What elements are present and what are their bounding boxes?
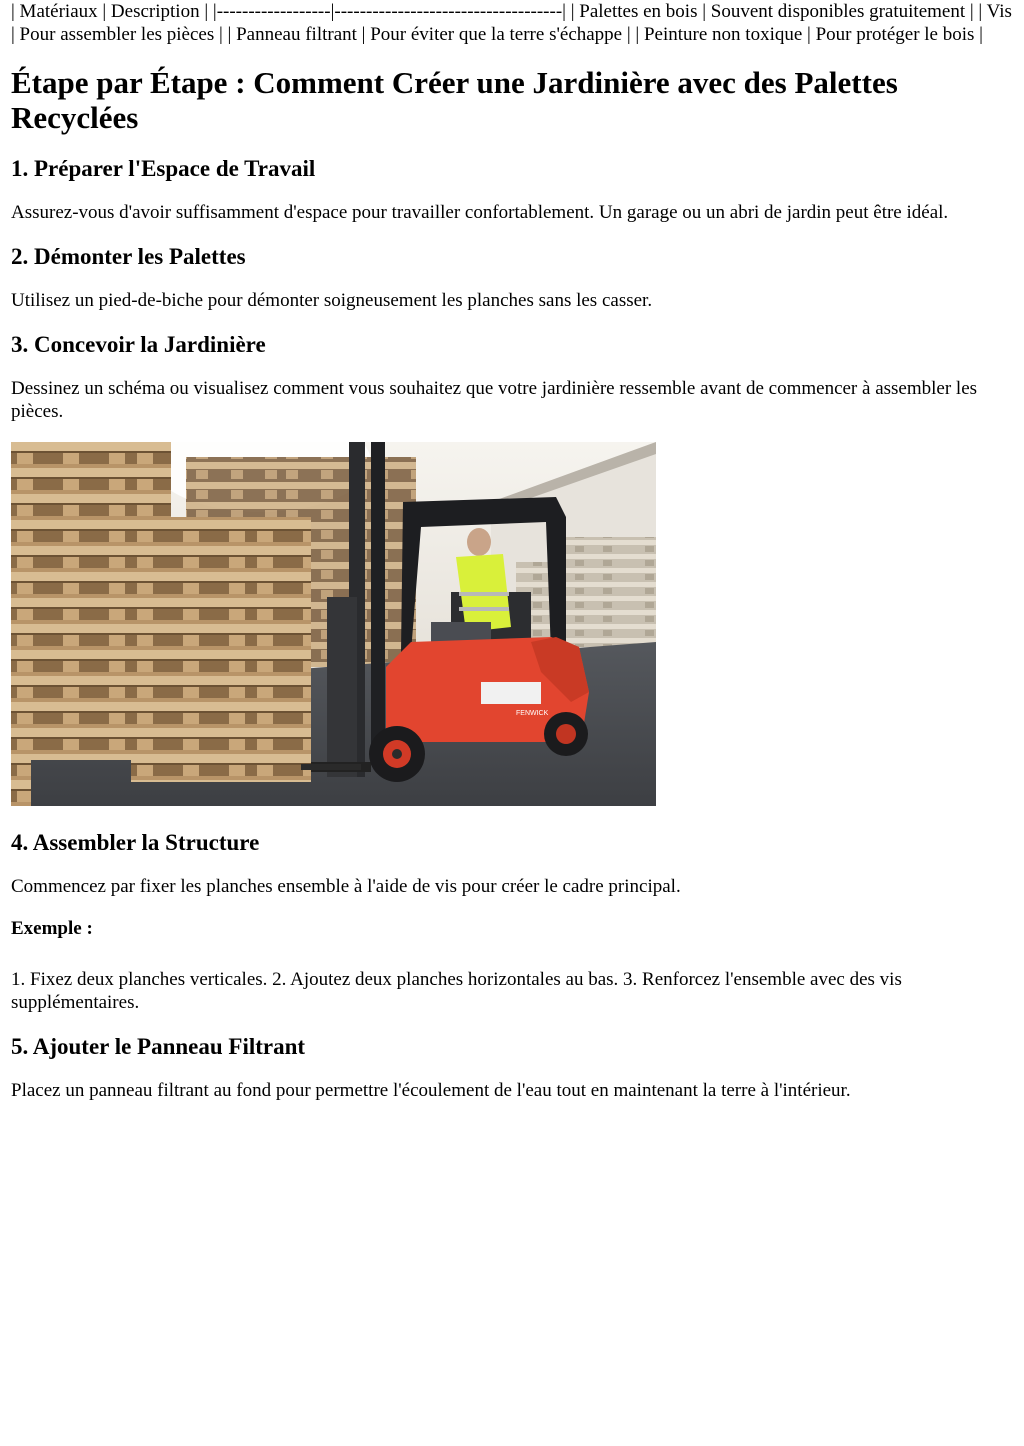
example-label: Exemple : — [11, 918, 93, 939]
step-2-text: Utilisez un pied-de-biche pour démonter soigneusement les planches sans les casser. — [11, 290, 653, 311]
step-4-text: Commencez par fixer les planches ensemble à l'aide de vis pour créer le cadre principal. — [11, 876, 681, 897]
page-title: Étape par Étape : Comment Créer une Jardinière avec des Palettes Recyclées — [11, 65, 898, 135]
materials-table-text: | Matériaux | Description | |------------------|------------------------------------| | Palettes en bois | Souvent disponibles gratuitement | | Vis | Pour assembler les pièces | | Panneau filtrant | Pour éviter que la terre s'échappe | | Peinture non toxique | Pour protéger le bois | — [11, 1, 1012, 45]
step-3-heading: 3. Concevoir la Jardinière — [11, 332, 266, 357]
forklift-pallets-photo — [11, 442, 656, 806]
step-3-text: Dessinez un schéma ou visualisez comment vous souhaitez que votre jardinière ressemble avant de commencer à assembler les pièces. — [11, 378, 978, 422]
forklift-brand-text: FENWICK — [516, 710, 549, 717]
step-1-text: Assurez-vous d'avoir suffisamment d'espace pour travailler confortablement. Un garage ou un abri de jardin peut être idéal. — [11, 202, 949, 223]
step-1-heading: 1. Préparer l'Espace de Travail — [11, 156, 316, 181]
example-text: 1. Fixez deux planches verticales. 2. Ajoutez deux planches horizontales au bas. 3. Renforcez l'ensemble avec des vis supplémentaires. — [11, 969, 902, 1013]
step-2-heading: 2. Démonter les Palettes — [11, 244, 246, 269]
step-5-heading: 5. Ajouter le Panneau Filtrant — [11, 1034, 306, 1059]
step-4-heading: 4. Assembler la Structure — [11, 830, 260, 855]
step-5-text: Placez un panneau filtrant au fond pour permettre l'écoulement de l'eau tout en maintenant la terre à l'intérieur. — [11, 1080, 851, 1101]
